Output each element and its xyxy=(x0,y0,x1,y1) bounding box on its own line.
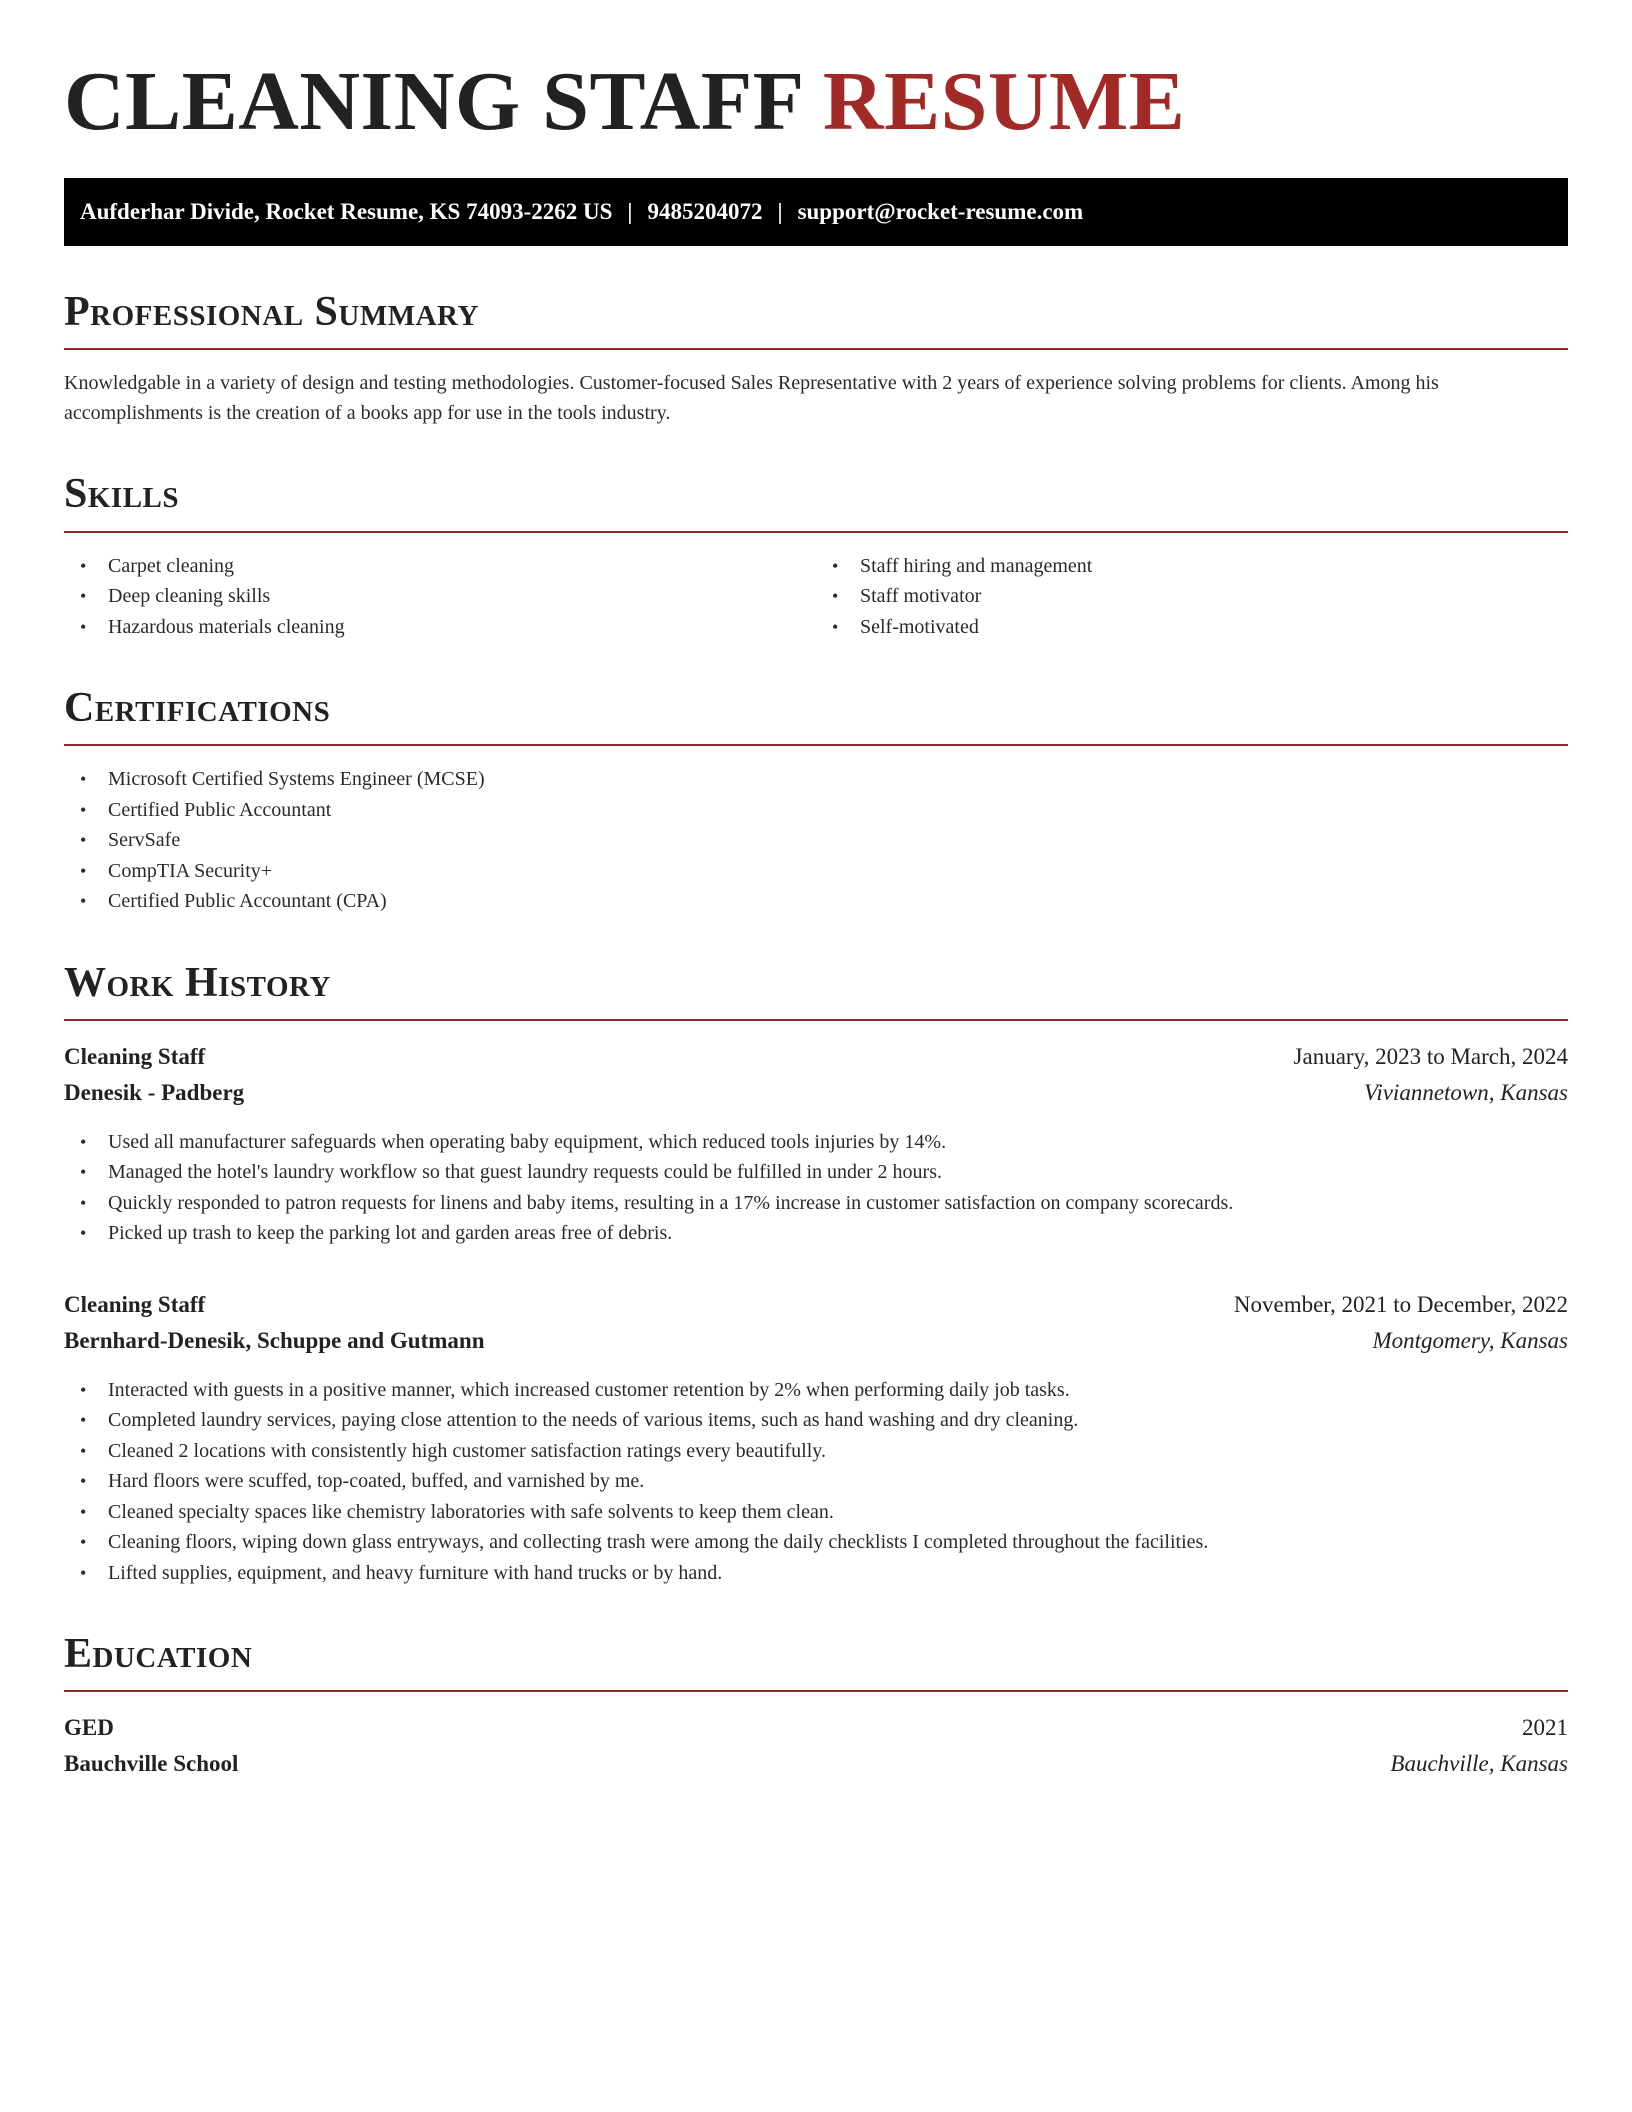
job-bullet: • Cleaned 2 locations with consistently high customer satisfaction ratings every beautifully. xyxy=(64,1436,1568,1467)
job-bullet: • Picked up trash to keep the parking lot and garden areas free of debris. xyxy=(64,1218,1568,1249)
certification-item: • ServSafe xyxy=(64,825,1568,856)
job-title: Cleaning Staff xyxy=(64,1043,206,1069)
skills-section xyxy=(64,472,1568,642)
job-entry xyxy=(64,1287,1568,1589)
title-accent: RESUME xyxy=(822,55,1186,148)
job-dates: November, 2021 to December, 2022 xyxy=(1233,1291,1568,1317)
job-bullet: • Quickly responded to patron requests for linens and baby items, resulting in a 17% increase in customer satisfaction on company scorecards. xyxy=(64,1188,1568,1219)
skills-list-left xyxy=(64,551,816,643)
certification-item: • CompTIA Security+ xyxy=(64,856,1568,887)
job-bullet: • Cleaned specialty spaces like chemistry laboratories with safe solvents to keep them clean. xyxy=(64,1497,1568,1528)
work-history-heading: Work History xyxy=(64,961,1568,1021)
skill-item: • Staff motivator xyxy=(816,581,1568,612)
education-year: 2021 xyxy=(1522,1715,1568,1741)
skill-item: • Carpet cleaning xyxy=(64,551,816,582)
certifications-section xyxy=(64,686,1568,917)
contact-email: support@rocket-resume.com xyxy=(797,199,1084,225)
skill-item: • Staff hiring and management xyxy=(816,551,1568,582)
education-degree: GED xyxy=(64,1715,114,1741)
education-school: Bauchville School xyxy=(64,1751,239,1777)
job-bullet: • Interacted with guests in a positive manner, which increased customer retention by 2% when performing daily job tasks. xyxy=(64,1375,1568,1406)
certifications-list xyxy=(64,764,1568,917)
certification-item: • Certified Public Accountant xyxy=(64,795,1568,826)
contact-address: Aufderhar Divide, Rocket Resume, KS 74093-2262 US xyxy=(80,199,613,225)
job-bullets xyxy=(64,1127,1568,1249)
job-dates: January, 2023 to March, 2024 xyxy=(1293,1043,1568,1069)
job-bullet: • Cleaning floors, wiping down glass entryways, and collecting trash were among the daily checklists I completed throughout the facilities. xyxy=(64,1527,1568,1558)
contact-separator: | xyxy=(627,199,633,225)
skill-item: • Hazardous materials cleaning xyxy=(64,612,816,643)
skill-item: • Deep cleaning skills xyxy=(64,581,816,612)
job-bullet: • Hard floors were scuffed, top-coated, buffed, and varnished by me. xyxy=(64,1466,1568,1497)
summary-section xyxy=(64,290,1568,428)
certifications-heading: Certifications xyxy=(64,686,1568,746)
job-bullets xyxy=(64,1375,1568,1589)
skills-list-right xyxy=(816,551,1568,643)
job-bullet: • Lifted supplies, equipment, and heavy furniture with hand trucks or by hand. xyxy=(64,1558,1568,1589)
contact-bar xyxy=(64,178,1568,246)
job-company: Denesik - Padberg xyxy=(64,1079,245,1105)
summary-heading: Professional Summary xyxy=(64,290,1568,350)
title-main: CLEANING STAFF xyxy=(64,55,802,148)
job-bullet: • Used all manufacturer safeguards when operating baby equipment, which reduced tools injuries by 14%. xyxy=(64,1127,1568,1158)
work-history-section xyxy=(64,961,1568,1589)
job-title: Cleaning Staff xyxy=(64,1291,206,1317)
resume-title xyxy=(64,0,1568,148)
education-heading: Education xyxy=(64,1632,1568,1692)
education-entry xyxy=(64,1710,1568,1782)
education-location: Bauchville, Kansas xyxy=(1390,1751,1568,1777)
certification-item: • Microsoft Certified Systems Engineer (MCSE) xyxy=(64,764,1568,795)
contact-separator: | xyxy=(777,199,783,225)
certification-item: • Certified Public Accountant (CPA) xyxy=(64,886,1568,917)
job-entry xyxy=(64,1039,1568,1249)
job-bullet: • Managed the hotel's laundry workflow so that guest laundry requests could be fulfilled in under 2 hours. xyxy=(64,1157,1568,1188)
job-bullet: • Completed laundry services, paying close attention to the needs of various items, such as hand washing and dry cleaning. xyxy=(64,1405,1568,1436)
job-location: Viviannetown, Kansas xyxy=(1363,1079,1568,1105)
contact-phone: 9485204072 xyxy=(647,199,763,225)
job-company: Bernhard-Denesik, Schuppe and Gutmann xyxy=(64,1327,485,1353)
summary-text: Knowledgable in a variety of design and testing methodologies. Customer-focused Sales Representative with 2 years of experience solving problems for clients. Among his accomplishments is the creation of a books app for use in the tools industry. xyxy=(64,372,1439,425)
job-location: Montgomery, Kansas xyxy=(1372,1327,1568,1353)
skills-heading: Skills xyxy=(64,472,1568,532)
education-section xyxy=(64,1632,1568,1782)
skill-item: • Self-motivated xyxy=(816,612,1568,643)
